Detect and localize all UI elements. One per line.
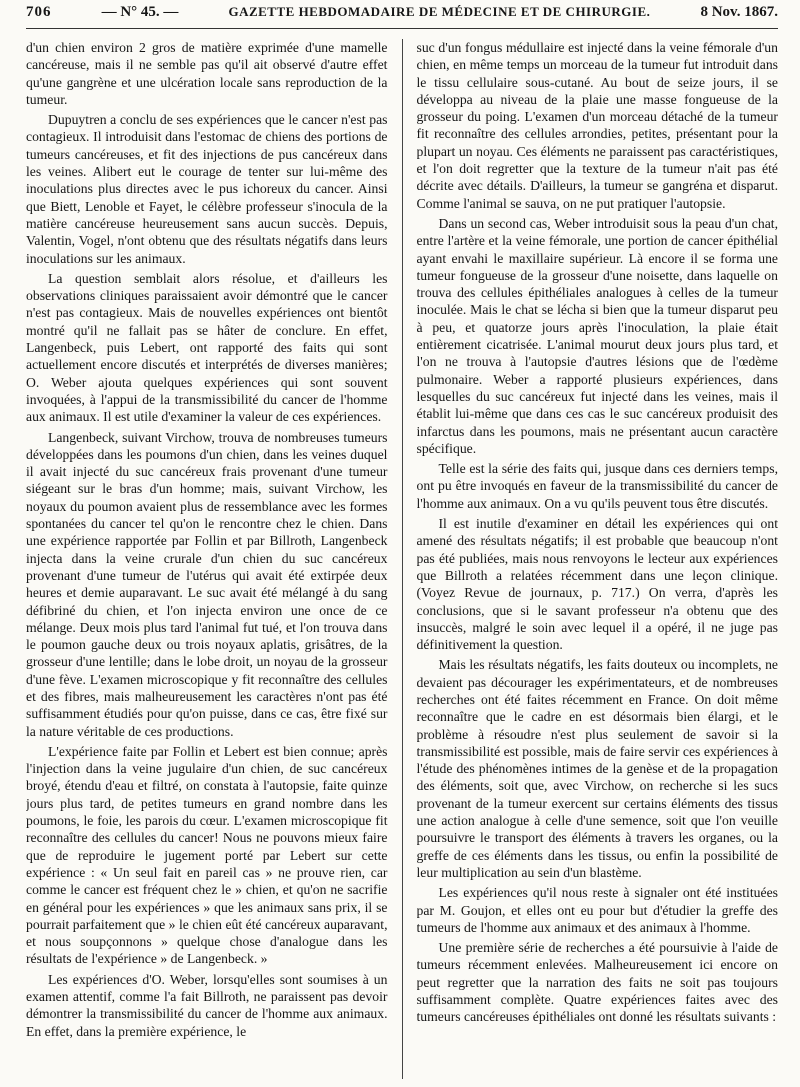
paragraph: La question semblait alors résolue, et d'ailleurs les observations cliniques paraissaient avoir démontré que le cancer n'est pas contagieux. Mais de nouvelles expériences ont bientôt montré qu'il ne fallait pas se hâter de conclure. En effet, Langenbeck, puis Lebert, ont rapporté des faits qui sont actuellement encore discutés et interprétés de diverses manières; O. Weber ajouta quelques expériences qui sont souvent invoquées, à l'appui de la transmissibilité du cancer de l'homme aux animaux. Il est utile d'examiner la valeur de ces expériences.	[26, 270, 388, 425]
column-divider	[402, 39, 403, 1079]
paragraph: Les expériences qu'il nous reste à signaler ont été instituées par M. Goujon, et elles ont eu pour but d'étudier la greffe des tumeurs de l'homme aux animaux et des animaux à l'homme.	[416, 885, 778, 935]
page-number: 706	[26, 4, 52, 20]
paragraph: suc d'un fongus médullaire est injecté dans la veine fémorale d'un chien, en même temps un morceau de la tumeur fut introduit dans le tissu cellulaire sous-cutané. Au bout de seize jours, il se développa au niveau de la plaie une masse fongueuse de la grosseur du poing. L'examen d'un morceau détaché de la tumeur fit reconnaître des cellules arrondies, petites, présentant pour la plupart un noyau. Ces éléments ne paraissent pas caractéristiques, et l'on doit regretter que la texture de la tumeur n'ait pas été décrite avec détails. D'ailleurs, la tumeur se gangréna et disparut. Comme l'animal se sauva, on ne put pratiquer l'autopsie.	[416, 40, 778, 211]
paragraph: Les expériences d'O. Weber, lorsqu'elles sont soumises à un examen attentif, comme l'a fait Billroth, ne paraissent pas devoir démontrer la transmissibilité du cancer de l'homme aux animaux. En effet, dans la première expérience, le	[26, 971, 388, 1039]
paragraph: Langenbeck, suivant Virchow, trouva de nombreuses tumeurs développées dans les poumons d'un chien, dans les veines duquel il avait injecté du suc cancéreux frais provenant d'une tumeur siégeant sur le bras d'un homme; mais, suivant Virchow, les noyaux du poumon avaient plus de ressemblance avec les formes spontanées du cancer tel qu'on le rencontre chez le chien. Dans une expérience rapportée par Follin et par Billroth, Langenbeck injecta dans la veine crurale d'un chien du suc cancéreux provenant d'une tumeur de l'utérus qui avait été extirpée deux heures et demie auparavant. Le suc avait été mélangé à du sang défibriné du chien, et l'on injecta environ une once de ce mélange. Deux mois plus tard l'animal fut tué, et l'on trouva dans le poumon gauche deux ou trois noyaux aplatis, grisâtres, de la grosseur d'une lentille; dans le lobe droit, un noyau de la grosseur d'une fève. L'examen microscopique y fit reconnaître des cellules et des fibres, mais malheureusement les caractères n'ont pas été suffisamment étudiés pour qu'on puisse, dans ce cas, être fixé sur la nature véritable de ces productions.	[26, 429, 388, 739]
paragraph: L'expérience faite par Follin et Lebert est bien connue; après l'injection dans la veine jugulaire d'un chien, de suc cancéreux broyé, étendu d'eau et filtré, on constata à l'autopsie, faite quinze jours plus tard, de petites tumeurs en grand nombre dans les poumons, le foie, les parois du cœur. L'examen microscopique fit reconnaître des cellules du cancer! Nous ne pouvons mieux faire que de reproduire le jugement porté par Lebert sur cette expérience : « Un seul fait en pareil cas » ne prouve rien, car comme le cancer est fréquent chez le » chien, et qu'on ne sacrifie en général pour les expériences » que les animaux sans prix, il se pourrait parfaitement que » le chien eût été cancéreux auparavant, et nous soupçonnons » quelque chose d'analogue dans les résultats de l'expérience » de Langenbeck. »	[26, 743, 388, 967]
issue-number: — N° 45. —	[101, 4, 179, 20]
paragraph: Dupuytren a conclu de ses expériences que le cancer n'est pas contagieux. Il introduisit dans l'estomac de chiens des portions de tumeurs cancéreuses, et fit des injections de pus cancéreux dans les veines. Alibert eut le courage de tenter sur lui-même des inoculations plus directes avec le pus ichoreux du cancer. Ainsi que Biett, Lenoble et Fayet, le célèbre professeur s'inocula de la matière cancéreuse heureusement sans aucun succès. Depuis, Valentin, Vogel, n'ont obtenu que des résultats négatifs dans leurs inoculations sur les animaux.	[26, 112, 388, 266]
page-header	[26, 0, 778, 29]
paragraph: Une première série de recherches a été poursuivie à l'aide de tumeurs récemment enlevées. Malheureusement ici encore on peut regretter que la narration des faits ne soit pas toujours suffisamment complète. Quatre expériences faites avec des tumeurs cancéreuses épithéliales ont donné les résultats suivants :	[416, 940, 778, 1025]
paragraph: Mais les résultats négatifs, les faits douteux ou incomplets, ne devaient pas décourager les expérimentateurs, et de nombreuses recherches ont été faites récemment en France. On doit même reconnaître que le cadre en est désormais bien élargi, et le problème à résoudre n'est plus seulement de savoir si la transmissibilité est possible, mais de faire servir ces expériences à l'étude des phénomènes intimes de la genèse et de la propagation des éléments, soit que, avec Virchow, on recherche si les sucs provenant de la tumeur exercent sur certains éléments des tissus une action analogue à celle d'une semence, soit que l'on veuille poursuivre le transport des éléments à travers les organes, ou la greffe de ces éléments dans les tissus, ou enfin la possibilité de leur multiplication au sein d'un blastème.	[416, 657, 778, 880]
journal-title: GAZETTE HEBDOMADAIRE DE MÉDECINE ET DE CHIRURGIE.	[228, 4, 651, 19]
paragraph: d'un chien environ 2 gros de matière exprimée d'une mamelle cancéreuse, mais il ne semble pas qu'il ait observé d'autre effet qu'une gangrène et une ulcération locale sans reproduction de la tumeur.	[26, 40, 388, 107]
right-column	[417, 39, 779, 1079]
paragraph: Dans un second cas, Weber introduisit sous la peau d'un chat, entre l'artère et la veine fémorale, une portion de cancer épithélial ayant envahi le maxillaire supérieur. Là encore il se forma une tumeur fongueuse de la grosseur d'une noisette, dans laquelle on trouva des cellules épithéliales analogues à celles de la tumeur inoculée. Mais le chat se lécha si bien que la tumeur disparut peu à peu, et quatorze jours après l'inoculation, la plaie était entièrement cicatrisée. L'animal mourut deux jours plus tard, et l'on ne trouva à l'autopsie d'autres lésions que de l'œdème pulmonaire. Weber a rapporté plusieurs expériences, dans lesquelles du suc cancéreux fut injecté dans les veines, mais il établit lui-même que dans ces cas le suc cancéreux produisit des infarctus dans les poumons, mais ne présentant aucun caractère spécifique.	[416, 215, 778, 456]
paragraph: Telle est la série des faits qui, jusque dans ces derniers temps, ont pu être invoqués en faveur de la transmissibilité du cancer de l'homme aux animaux. On a vu qu'ils peuvent tous être discutés.	[416, 461, 778, 511]
left-column	[26, 39, 388, 1079]
article-body	[26, 29, 778, 1079]
issue-date: 8 Nov. 1867.	[700, 4, 778, 20]
paragraph: Il est inutile d'examiner en détail les expériences qui ont amené des résultats négatifs; il est probable que beaucoup n'ont pas été publiées, mais nous renvoyons le lecteur aux expériences que Billroth a relatées récemment dans une leçon clinique. (Voyez Revue de journaux, p. 717.) On verra, d'après les conclusions, que si le savant professeur n'a obtenu que des insuccès, malgré le soin avec lequel il a opéré, il ne juge pas définitivement la question.	[416, 516, 778, 653]
